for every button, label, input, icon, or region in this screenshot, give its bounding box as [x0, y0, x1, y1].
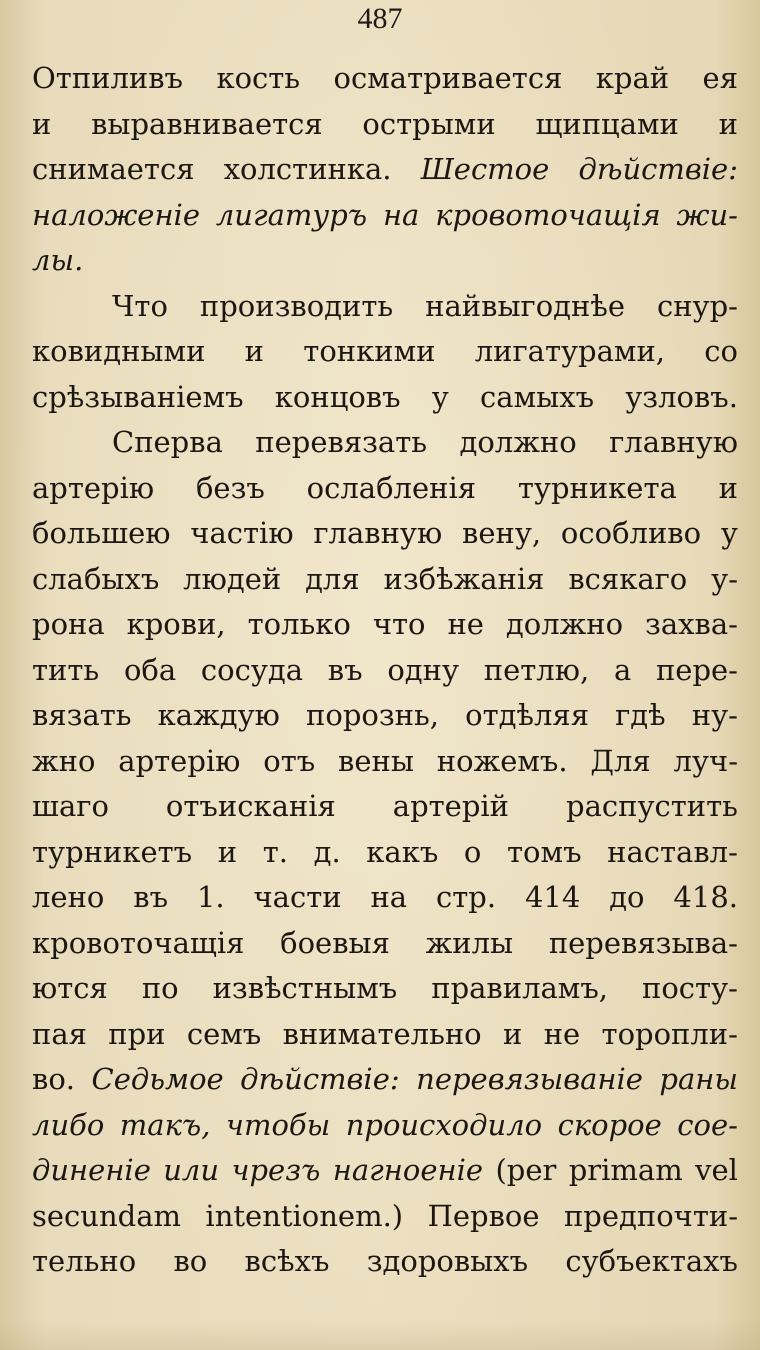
- text-line: [32, 921, 738, 967]
- word: 418.: [673, 880, 738, 914]
- text-line: [32, 1194, 738, 1240]
- word: отъ: [263, 743, 316, 778]
- word: боевыя: [280, 925, 390, 960]
- word: самыхъ: [480, 379, 595, 414]
- text-line: [32, 329, 738, 375]
- word: т.: [262, 834, 288, 869]
- word: частію: [190, 516, 294, 550]
- word: ножемъ.: [436, 743, 568, 778]
- word: чрезъ: [231, 1153, 321, 1187]
- body-text: [32, 56, 738, 1285]
- text-line: [32, 602, 738, 648]
- word: рона: [32, 607, 105, 641]
- word: срѣзываніемъ: [32, 379, 244, 414]
- word: порознь,: [306, 698, 440, 732]
- word: отдѣляя: [465, 698, 589, 732]
- word: безъ: [195, 470, 265, 505]
- word: лено: [32, 880, 105, 914]
- word: найвыгоднѣе: [425, 288, 626, 323]
- word: оба: [123, 652, 177, 687]
- word: особливо: [560, 516, 702, 550]
- word: въ: [327, 652, 363, 687]
- word: нагноеніе: [332, 1153, 484, 1187]
- word: для: [305, 561, 360, 596]
- word: дѣйствіе:: [240, 1062, 400, 1096]
- word: вены: [338, 743, 414, 778]
- word: тонкими: [303, 334, 436, 368]
- word: крови,: [126, 607, 226, 641]
- word: производить: [199, 288, 394, 323]
- word: кровоточащія: [32, 925, 245, 960]
- word: слабыхъ: [32, 561, 160, 596]
- word: Для: [590, 743, 651, 778]
- text-line: [32, 147, 738, 193]
- text-line: [32, 466, 738, 512]
- word: intentionem.): [205, 1198, 404, 1233]
- word: концовъ: [274, 379, 401, 414]
- word: распустить: [566, 789, 738, 823]
- word: Шестое: [420, 152, 550, 186]
- word: гдѣ: [615, 698, 666, 732]
- word: главную: [313, 516, 443, 550]
- word: извѣстнымъ: [212, 971, 398, 1005]
- word: узловъ.: [625, 379, 738, 414]
- word: здоровыхъ: [366, 1244, 529, 1278]
- word: луч-: [673, 743, 738, 778]
- word: Седьмое: [91, 1062, 224, 1096]
- word: семъ: [186, 1016, 262, 1051]
- word: только: [247, 607, 351, 641]
- word: снур-: [656, 288, 738, 323]
- word: должно: [505, 607, 624, 641]
- word: на: [382, 197, 420, 232]
- word: дѣйствіе:: [578, 152, 738, 186]
- word: такъ,: [119, 1107, 211, 1142]
- text-line: [32, 102, 738, 148]
- word: наложеніе: [32, 197, 200, 232]
- word: Отпиливъ: [32, 61, 184, 95]
- word: вену,: [462, 516, 542, 550]
- text-line: [32, 375, 738, 421]
- word: сосуда: [200, 652, 304, 687]
- text-line: [32, 193, 738, 239]
- word: происходило: [345, 1107, 543, 1142]
- word: внимательно: [282, 1016, 482, 1051]
- word: при: [108, 1016, 166, 1051]
- word: шаго: [32, 789, 109, 823]
- word: кость: [216, 61, 301, 95]
- word: лы.: [32, 243, 84, 277]
- text-line: [32, 875, 738, 921]
- word: посту-: [642, 971, 738, 1005]
- word: снимается: [32, 152, 195, 186]
- word: ковидными: [32, 334, 206, 368]
- word: щипцами: [535, 106, 679, 141]
- text-line: [32, 784, 738, 830]
- word: тельно: [32, 1244, 137, 1278]
- text-line: [32, 1103, 738, 1149]
- text-line: [32, 1012, 738, 1058]
- word: у: [720, 516, 738, 550]
- word: (per: [495, 1153, 557, 1187]
- word: кровоточащія: [435, 197, 661, 232]
- word: захва-: [645, 607, 738, 641]
- word: или: [163, 1153, 220, 1187]
- word: части: [253, 880, 342, 914]
- word: на: [370, 880, 408, 914]
- text-line: [32, 1148, 738, 1194]
- word: у: [431, 379, 449, 414]
- word: пая: [32, 1016, 87, 1051]
- text-line: [32, 557, 738, 603]
- word: ются: [32, 971, 108, 1005]
- word: и: [217, 834, 238, 869]
- word: предпочти-: [563, 1198, 738, 1233]
- word: вязать: [32, 698, 132, 732]
- word: Первое: [427, 1198, 540, 1233]
- text-line: [32, 238, 738, 284]
- word: что: [372, 607, 426, 641]
- word: vel: [695, 1153, 738, 1187]
- word: primam: [568, 1153, 683, 1187]
- word: и: [32, 106, 52, 141]
- word: во.: [32, 1062, 76, 1096]
- page-number: 487: [357, 2, 403, 35]
- word: въ: [133, 880, 169, 914]
- word: ну-: [691, 698, 738, 732]
- word: и: [718, 106, 738, 141]
- word: стр.: [435, 880, 497, 914]
- word: край: [595, 61, 670, 95]
- word: артерію: [32, 470, 155, 505]
- text-line: [32, 56, 738, 102]
- word: турникета: [517, 470, 677, 505]
- word: всякаго: [568, 561, 688, 596]
- word: каждую: [157, 698, 280, 732]
- text-line: [32, 693, 738, 739]
- word: Что: [112, 288, 168, 323]
- word: ослабленія: [306, 470, 477, 505]
- word: не: [543, 1016, 581, 1051]
- word: secundam: [32, 1198, 181, 1233]
- word: у-: [711, 561, 738, 596]
- word: либо: [32, 1107, 105, 1142]
- word: и: [503, 1016, 523, 1051]
- text-line: [32, 511, 738, 557]
- word: перевязываніе: [416, 1062, 643, 1096]
- word: д.: [313, 834, 341, 869]
- word: артерій: [392, 789, 510, 823]
- word: правиламъ,: [431, 971, 609, 1005]
- text-line: [32, 284, 738, 330]
- word: тить: [32, 652, 100, 687]
- word: и: [718, 470, 738, 505]
- word: наставл-: [607, 834, 738, 869]
- word: ея: [702, 61, 738, 95]
- word: всѣхъ: [244, 1244, 330, 1278]
- word: отъисканія: [165, 789, 336, 823]
- word: до: [609, 880, 645, 914]
- word: не: [447, 607, 484, 641]
- word: артерію: [118, 743, 241, 778]
- text-line: [32, 830, 738, 876]
- word: а: [613, 652, 632, 687]
- word: жи-: [676, 197, 738, 232]
- word: 414: [524, 880, 581, 914]
- word: одну: [387, 652, 460, 687]
- word: со: [704, 334, 738, 368]
- text-line: [32, 739, 738, 785]
- word: большею: [32, 516, 171, 550]
- text-line: [32, 648, 738, 694]
- word: жно: [32, 743, 96, 778]
- word: торопли-: [601, 1016, 738, 1051]
- word: раны: [659, 1062, 738, 1096]
- word: 1.: [196, 880, 225, 914]
- word: должно: [459, 425, 577, 459]
- word: петлю,: [483, 652, 590, 687]
- word: холстинка.: [223, 152, 392, 186]
- word: острыми: [362, 106, 496, 141]
- word: лигатуръ: [215, 197, 368, 232]
- word: по: [141, 971, 179, 1005]
- word: скорое: [557, 1107, 662, 1142]
- word: избѣжанія: [383, 561, 545, 596]
- word: турникетъ: [32, 834, 193, 869]
- text-line: [32, 1239, 738, 1285]
- word: перевязать: [255, 425, 428, 459]
- word: пере-: [655, 652, 738, 687]
- word: чтобы: [225, 1107, 331, 1142]
- word: главную: [609, 425, 738, 459]
- word: томъ: [507, 834, 582, 869]
- word: диненіе: [32, 1153, 151, 1187]
- word: и: [244, 334, 265, 368]
- word: Сперва: [112, 425, 223, 459]
- word: людей: [183, 561, 282, 596]
- word: выравнивается: [91, 106, 323, 141]
- word: жилы: [425, 925, 514, 960]
- word: лигатурами,: [474, 334, 666, 368]
- word: осматривается: [333, 61, 563, 95]
- word: перевязыва-: [548, 925, 738, 960]
- text-line: [32, 420, 738, 466]
- word: какъ: [366, 834, 439, 869]
- text-line: [32, 966, 738, 1012]
- text-line: [32, 1057, 738, 1103]
- page-edge-shadow: [0, 1320, 760, 1350]
- word: во: [173, 1244, 208, 1278]
- word: субъектахъ: [565, 1244, 738, 1278]
- word: о: [463, 834, 482, 869]
- word: сое-: [677, 1107, 738, 1142]
